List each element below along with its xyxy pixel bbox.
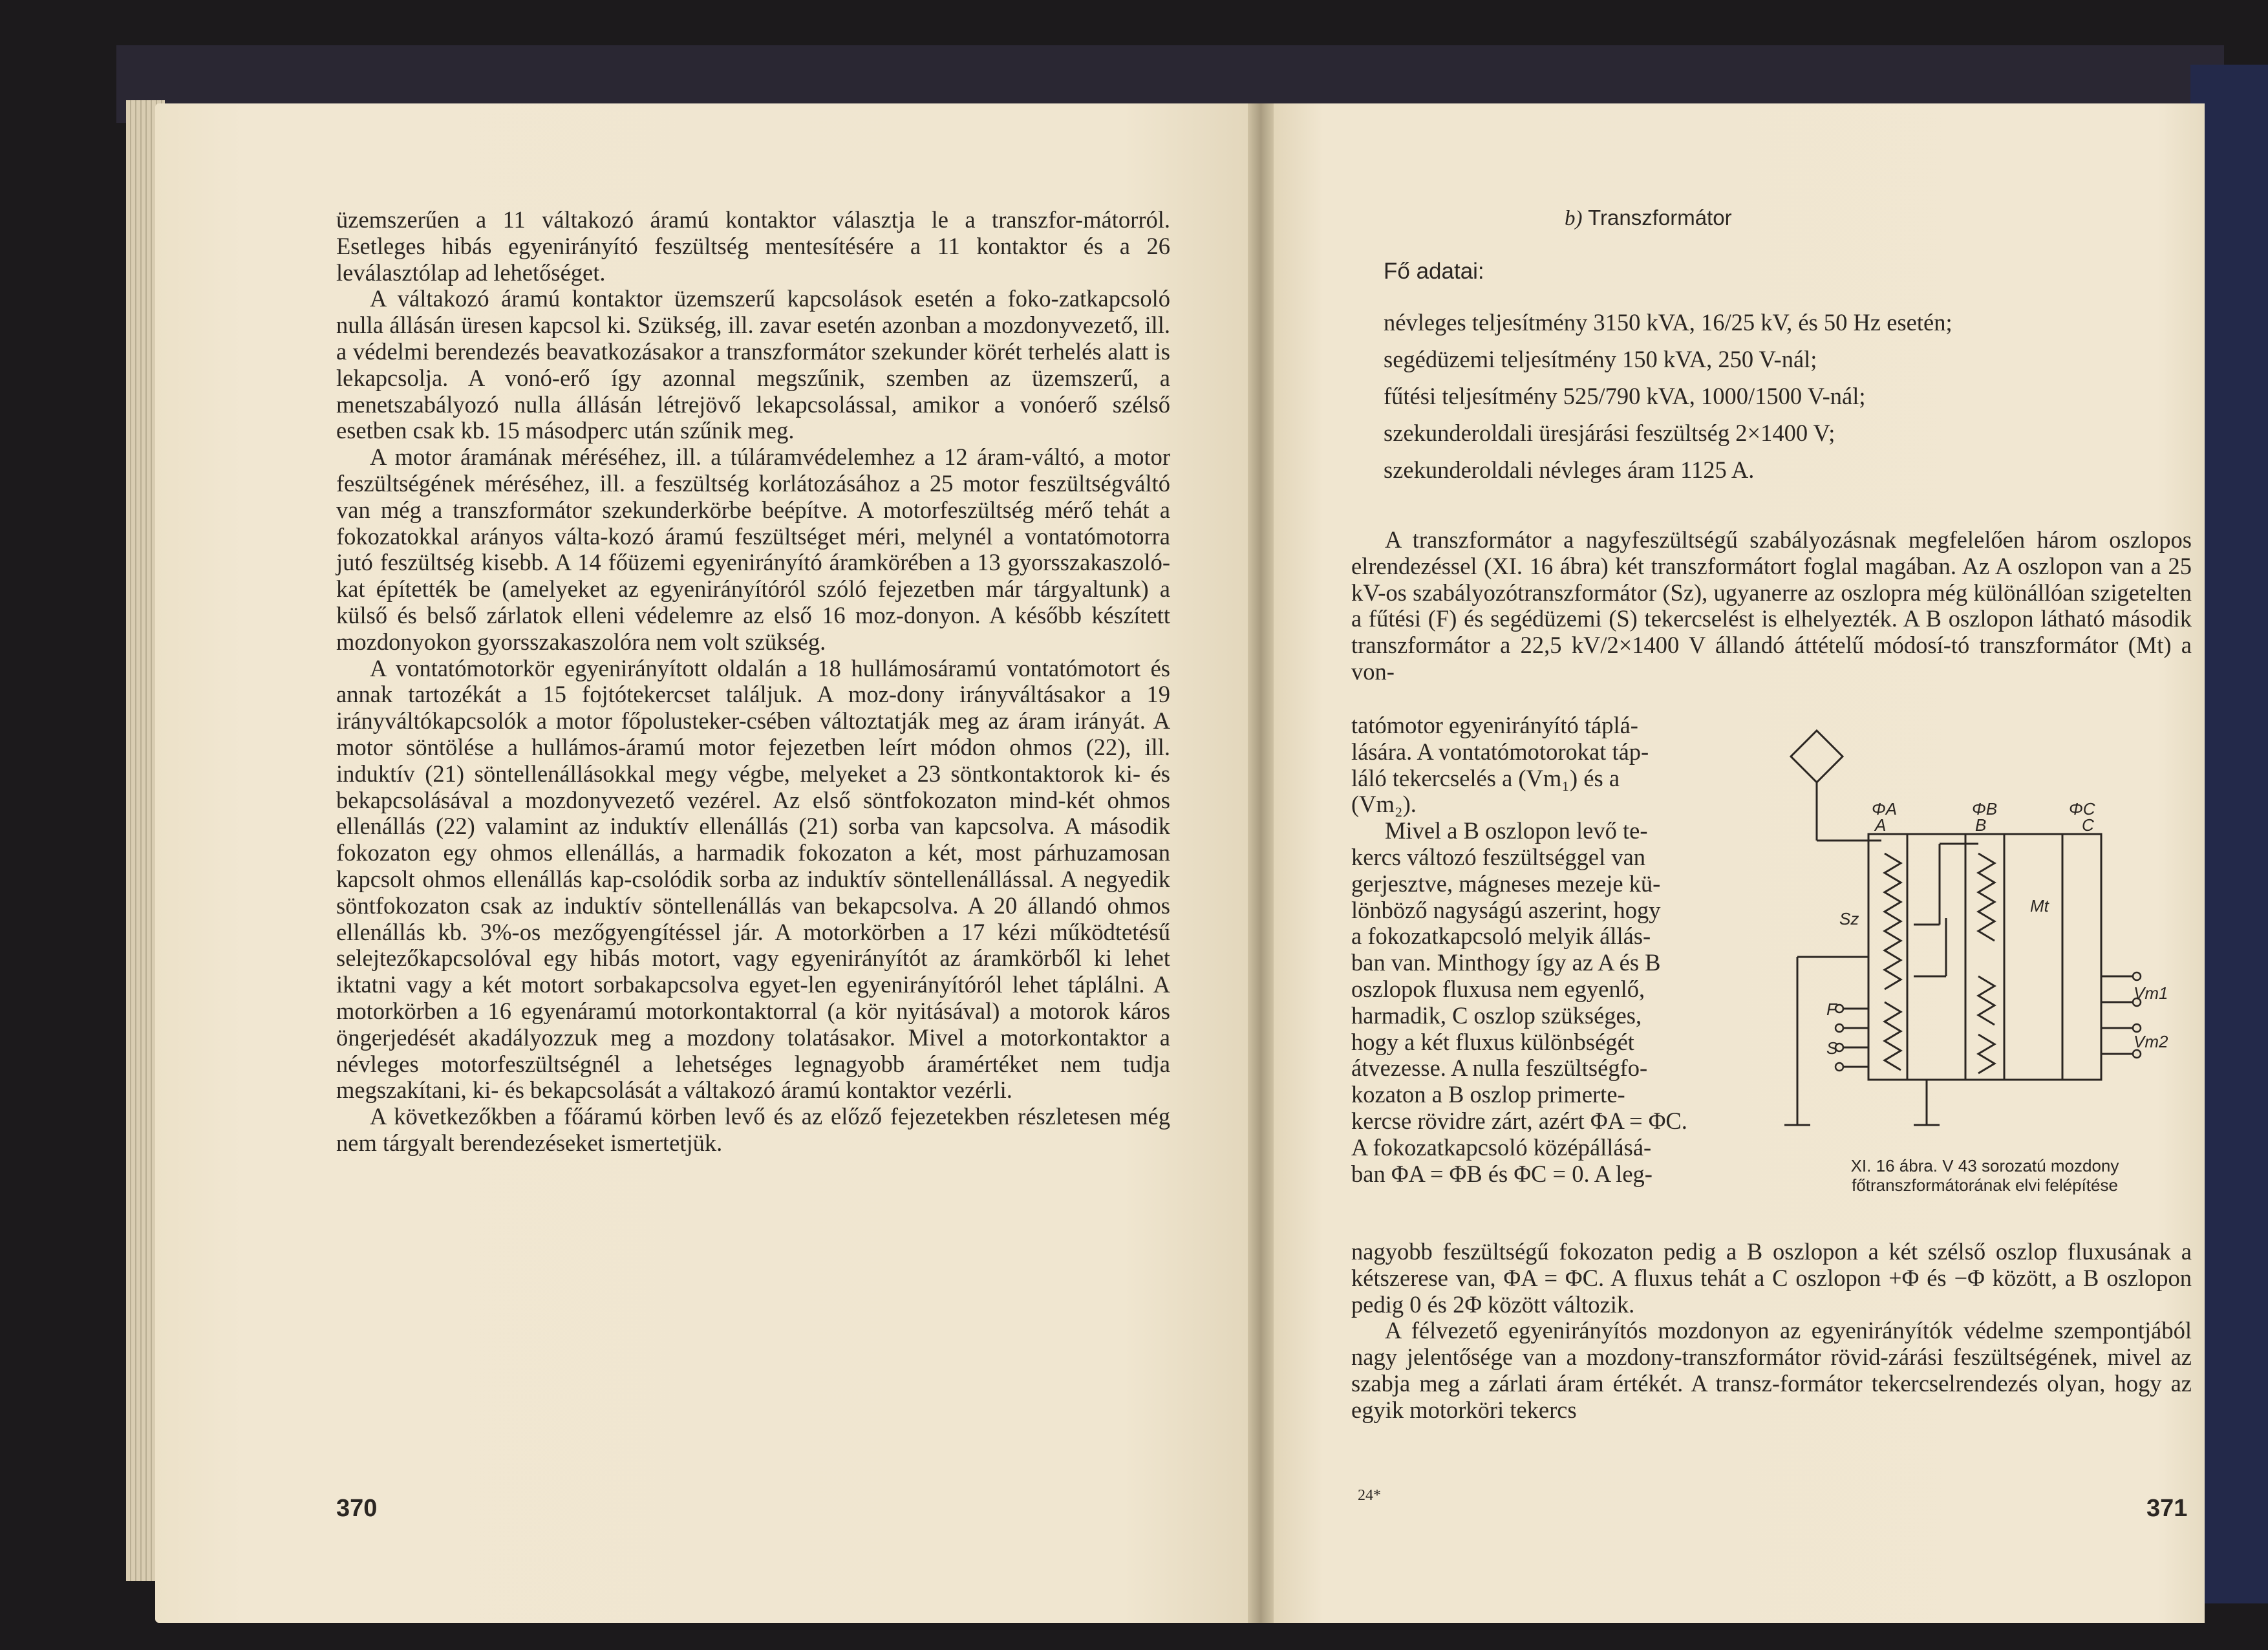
paragraph: üzemszerűen a 11 váltakozó áramú kontaktor választja le a transzfor-mátorról. Esetleges hibás egyenirányító feszültség mentesítésére a 11 kontaktor és a 26 leválasztólap ad lehetőséget. [336, 206, 1170, 286]
line: Mivel a B oszlopon levő te- [1385, 817, 1648, 844]
page-number-right: 371 [2146, 1495, 2188, 1522]
signature-mark: 24* [1358, 1487, 1381, 1504]
line: kercse rövidre zárt, azért ΦA = ΦC. [1351, 1107, 1687, 1134]
label-s: S [1826, 1038, 1838, 1058]
line: (Vm₂). [1351, 791, 1417, 818]
caption-line: XI. 16 ábra. V 43 sorozatú mozdony [1850, 1156, 2119, 1175]
paragraph: A váltakozó áramú kontaktor üzemszerű kapcsolások esetén a foko-zatkapcsoló nulla állásán üresen kapcsol ki. Szükség, ill. zavar esetén azonban a mozdonyvezető, ill. a védelmi berendezés beavatkozásakor a transzformátor szekunder körét terhelés alatt is lekapcsolja. A vonó-erő így azonnal megszűnik, szemben az üzemszerű, a menetszabályozó nulla állásán létrejövő lekapcsolással, amikor a vonóerő szélső esetben csak kb. 15 másodperc után szűnik meg. [336, 285, 1170, 444]
coil-sz [1885, 853, 1901, 989]
label-vm2: Vm2 [2134, 1032, 2168, 1051]
right-page-para1 [1351, 527, 2192, 685]
core-b [1965, 834, 2004, 1080]
coil-vm1 [1978, 976, 1995, 1025]
terminal-icon [1835, 1024, 1843, 1032]
coil-vm2 [1978, 1034, 1995, 1073]
terminal-icon [2133, 1024, 2141, 1032]
paragraph: A félvezető egyenirányítós mozdonyon az egyenirányítók védelme szempontjából nagy jelentősége van a mozdony-transzformátor rövid-zárási feszültségének, mivel az szabja meg a zárlati áram értékét. A transz-formátor tekercselrendezés olyan, hogy az egyik motorköri tekercs [1351, 1317, 2192, 1423]
line: harmadik, C oszlop szükséges, [1351, 1002, 1642, 1029]
label-a: A [1875, 815, 1887, 835]
label-f: F [1826, 1000, 1837, 1019]
heading-prefix: b) [1565, 207, 1583, 230]
terminal-icon [1835, 1063, 1843, 1071]
data-item: szekunderoldali névleges áram 1125 A. [1384, 456, 1755, 483]
label-vm1: Vm1 [2134, 983, 2168, 1003]
label-mt: Mt [2030, 896, 2049, 916]
coil-fs [1885, 1002, 1901, 1070]
label-phi-c: ΦC [2069, 799, 2095, 819]
paragraph: nagyobb feszültségű fokozaton pedig a B oszlopon a két szélső oszlop fluxusának a kétszerese van, ΦA = ΦC. A fluxus tehát a C oszlopon +Φ és −Φ között, a B oszlopon pedig 0 és 2Φ között változik. [1351, 1238, 2192, 1318]
label-b: B [1975, 815, 1987, 835]
book-gutter [1248, 103, 1274, 1623]
label-sz: Sz [1839, 909, 1859, 928]
line: ban van. Minthogy így az A és B [1351, 949, 1661, 976]
data-item: névleges teljesítmény 3150 kVA, 16/25 kV, és 50 Hz esetén; [1384, 309, 1952, 336]
supply-diamond-icon [1791, 731, 1843, 782]
data-item: fűtési teljesítmény 525/790 kVA, 1000/1500 V-nál; [1384, 383, 1866, 409]
data-item: segédüzemi teljesítmény 150 kVA, 250 V-nál; [1384, 346, 1817, 372]
core-c [2062, 834, 2101, 1080]
paragraph: A transzformátor a nagyfeszültségű szabályozásnak megfelelően három oszlopos elrendezéssel (XI. 16 ábra) két transzformátort foglal magában. Az A oszlopon van a 25 kV-os szabályozótranszformátor (Sz), ugyanerre az oszlopra még különállóan szigetelten a fűtési (F) és segédüzemi (S) tekercselést is elhelyezték. A B oszlopon látható második transzformátor a 22,5 kV/2×1400 V állandó áttételű módosí-tó transzformátor (Mt) a von- [1351, 526, 2192, 685]
paragraph: A motor áramának méréséhez, ill. a túláramvédelemhez a 12 áram-váltó, a motor feszültségének méréséhez, ill. a feszültség korlátozásához a 25 motor feszültségváltó van még a transzformátor szekunderkörbe beépítve. A motorfeszültség mérő tehát a fokozatokkal arányos válta-kozó áramú feszültséget méri, melynél a vontatómotorra jutó feszültség kisebb. A 14 főüzemi egyenirányító áramkörében a 13 gyorsszakaszoló-kat építették be (amelyeket az egyenirányítóról szóló fejezetben már tárgyaltunk) a külső és belső zárlatok elleni védelemre az első 16 moz-donyon. A később készített mozdonyokon gyorsszakaszolóra nem volt szükség. [336, 444, 1170, 655]
heading-title: Transzformátor [1588, 206, 1732, 230]
right-page-para2-rest [1351, 1239, 2192, 1424]
data-list [1384, 304, 2159, 488]
paragraph: A következőkben a főáramú körben levő és az előző fejezetekben részletesen még nem tárgyalt berendezéseket ismertetjük. [336, 1103, 1170, 1156]
data-item: szekunderoldali üresjárási feszültség 2×1400 V; [1384, 420, 1835, 446]
paragraph: A vontatómotorkör egyenirányított oldalán a 18 hullámosáramú vontatómotort és annak tartozékát a 15 fojtótekercset találjuk. A moz-dony irányváltásakor a 19 irányváltókapcsolók a motor főpolusteker-csében változtatják meg az áram irányát. A motor söntölése a hullámos-áramú motor fejezetben leírt módon ohmos (22), ill. induktív (21) söntellenállásokkal megy végbe, melyeket a 23 söntkontaktorok ki- és bekapcsolásával a mozdonyvezető vezérel. Az első söntfokozaton mind-két ohmos ellenállás (22) valamint az induktív ellenállás (21) sorba van kapcsolva. A második fokozaton egy ohmos ellenállás, a harmadik fokozaton a két, most párhuzamosan kapcsolt ohmos ellenállás kap-csolódik sorba az induktív söntellenállással. A negyedik söntfokozaton csak az induktív söntellenállás van bekapcsolva. A 20 állandó ohmos ellenállás kb. 3%-os mezőgyengítéssel jár. A motorkörben a 17 kézi működtetésű selejtezőkapcsolóval egy hibás motort, vagy egyenirányítót az áramkörből ki lehet iktatni vagy a két motort sorbakapcsolva egyet-len egyenirányítóról lehet táplálni. A motorkörben a 16 egyenáramú motorkontaktorral (a kör nyitásával) a motorok káros öngerjedését akadályozzuk meg a mozdony tolatásakor. Mivel a motorkontaktor a névleges motorfeszültségnél a lehetséges legnagyobb áramértéket nem tudja megszakítani, ki- és bekapcsolását a váltakozó áramú kontaktor vezérli. [336, 654, 1170, 1104]
line: a fokozatkapcsoló melyik állás- [1351, 923, 1651, 950]
figure-caption [1804, 1156, 2166, 1195]
line: kercs változó feszültséggel van [1351, 843, 1646, 870]
line: láló tekercselés a (Vm₁) és a [1351, 764, 1620, 791]
label-phi-b: ΦB [1972, 799, 1998, 819]
caption-line: főtranszformátorának elvi felépítése [1852, 1175, 2118, 1195]
label-c: C [2082, 815, 2094, 835]
left-page-text [336, 207, 1170, 1157]
line: tatómotor egyenirányító táplá- [1351, 712, 1638, 738]
terminal-icon [2133, 972, 2141, 980]
line: lönböző nagyságú aszerint, hogy [1351, 896, 1661, 923]
coil-mt [1978, 853, 1995, 941]
line: ban ΦA = ΦB és ΦC = 0. A leg- [1351, 1160, 1653, 1187]
line: hogy a két fluxus különbségét [1351, 1028, 1634, 1055]
line: oszlopok fluxusa nem egyenlő, [1351, 975, 1645, 1002]
line: A fokozatkapcsoló középállásá- [1351, 1133, 1652, 1161]
line: lására. A vontatómotorokat táp- [1351, 738, 1649, 765]
line: kozaton a B oszlop primerte- [1351, 1081, 1625, 1108]
page-number-left: 370 [336, 1495, 378, 1522]
label-phi-a: ΦA [1872, 799, 1898, 819]
line: átvezesse. A nulla feszültségfo- [1351, 1055, 1648, 1082]
right-page-wrap-text [1351, 712, 1726, 1187]
transformer-diagram [1771, 724, 2168, 1151]
data-label: Fő adatai: [1384, 259, 1484, 284]
section-heading [1565, 206, 1732, 231]
line: gerjesztve, mágneses mezeje kü- [1351, 870, 1661, 897]
